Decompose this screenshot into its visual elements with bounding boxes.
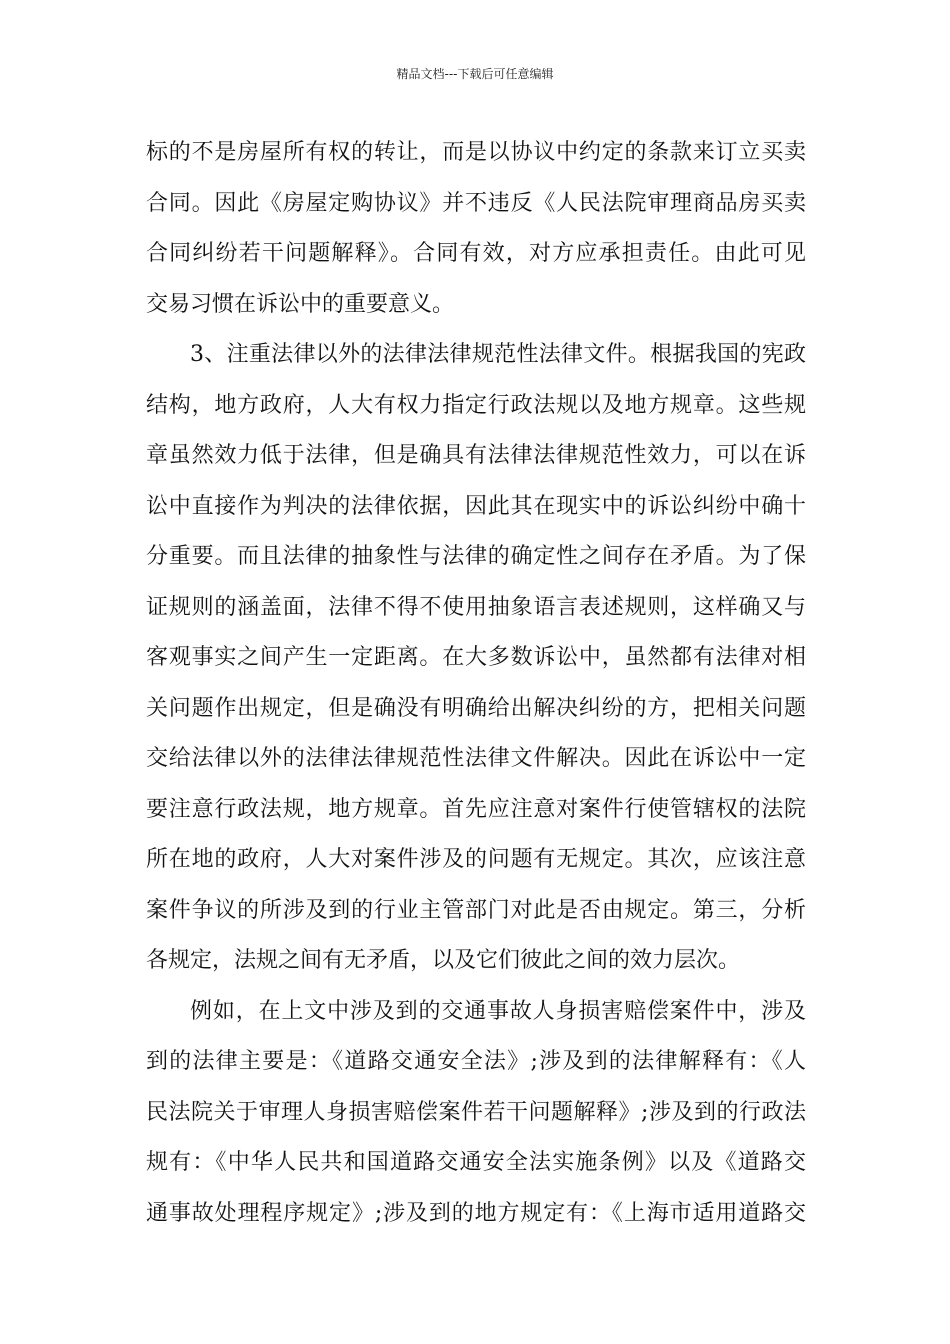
text-line: 案件争议的所涉及到的行业主管部门对此是否由规定。第三，分析 xyxy=(146,897,806,923)
paragraph-start-line: 例如，在上文中涉及到的交通事故人身损害赔偿案件中，涉及 xyxy=(190,998,806,1024)
text-line: 合同。因此《房屋定购协议》并不违反《人民法院审理商品房买卖 xyxy=(146,190,806,216)
text-line: 所在地的政府，人大对案件涉及的问题有无规定。其次，应该注意 xyxy=(146,847,806,872)
text-line: 交给法律以外的法律法律规范性法律文件解决。因此在诉讼中一定 xyxy=(146,746,806,771)
text-line: 结构，地方政府，人大有权力指定行政法规以及地方规章。这些规 xyxy=(146,392,806,418)
text-line: 通事故处理程序规定》;涉及到的地方规定有：《上海市适用道路交 xyxy=(146,1200,806,1226)
paragraph-start-line: 3、注重法律以外的法律法律规范性法律文件。根据我国的宪政 xyxy=(190,342,806,367)
text-line: 客观事实之间产生一定距离。在大多数诉讼中，虽然都有法律对相 xyxy=(146,645,806,670)
text-line: 章虽然效力低于法律，但是确具有法律法律规范性效力，可以在诉 xyxy=(146,443,806,468)
page-header: 精品文档---下载后可任意编辑 xyxy=(396,67,554,81)
text-line: 讼中直接作为判决的法律依据，因此其在现实中的诉讼纠纷中确十 xyxy=(146,493,806,519)
text-line: 分重要。而且法律的抽象性与法律的确定性之间存在矛盾。为了保 xyxy=(146,544,806,569)
text-line: 关问题作出规定，但是确没有明确给出解决纠纷的方，把相关问题 xyxy=(146,695,806,721)
text-line: 合同纠纷若干问题解释》。合同有效，对方应承担责任。由此可见 xyxy=(146,241,806,266)
text-line: 各规定，法规之间有无矛盾，以及它们彼此之间的效力层次。 xyxy=(146,948,741,973)
text-line: 交易习惯在诉讼中的重要意义。 xyxy=(146,291,455,317)
text-line: 证规则的涵盖面，法律不得不使用抽象语言表述规则，这样确又与 xyxy=(146,594,806,620)
text-line: 民法院关于审理人身损害赔偿案件若干问题解释》;涉及到的行政法 xyxy=(146,1099,806,1125)
text-line: 规有：《中华人民共和国道路交通安全法实施条例》以及《道路交 xyxy=(146,1150,806,1175)
text-line: 到的法律主要是：《道路交通安全法》;涉及到的法律解释有：《人 xyxy=(146,1049,806,1074)
body-text xyxy=(146,128,806,1239)
text-line: 要注意行政法规，地方规章。首先应注意对案件行使管辖权的法院 xyxy=(146,796,806,822)
text-line: 标的不是房屋所有权的转让，而是以协议中约定的条款来订立买卖 xyxy=(146,140,806,165)
